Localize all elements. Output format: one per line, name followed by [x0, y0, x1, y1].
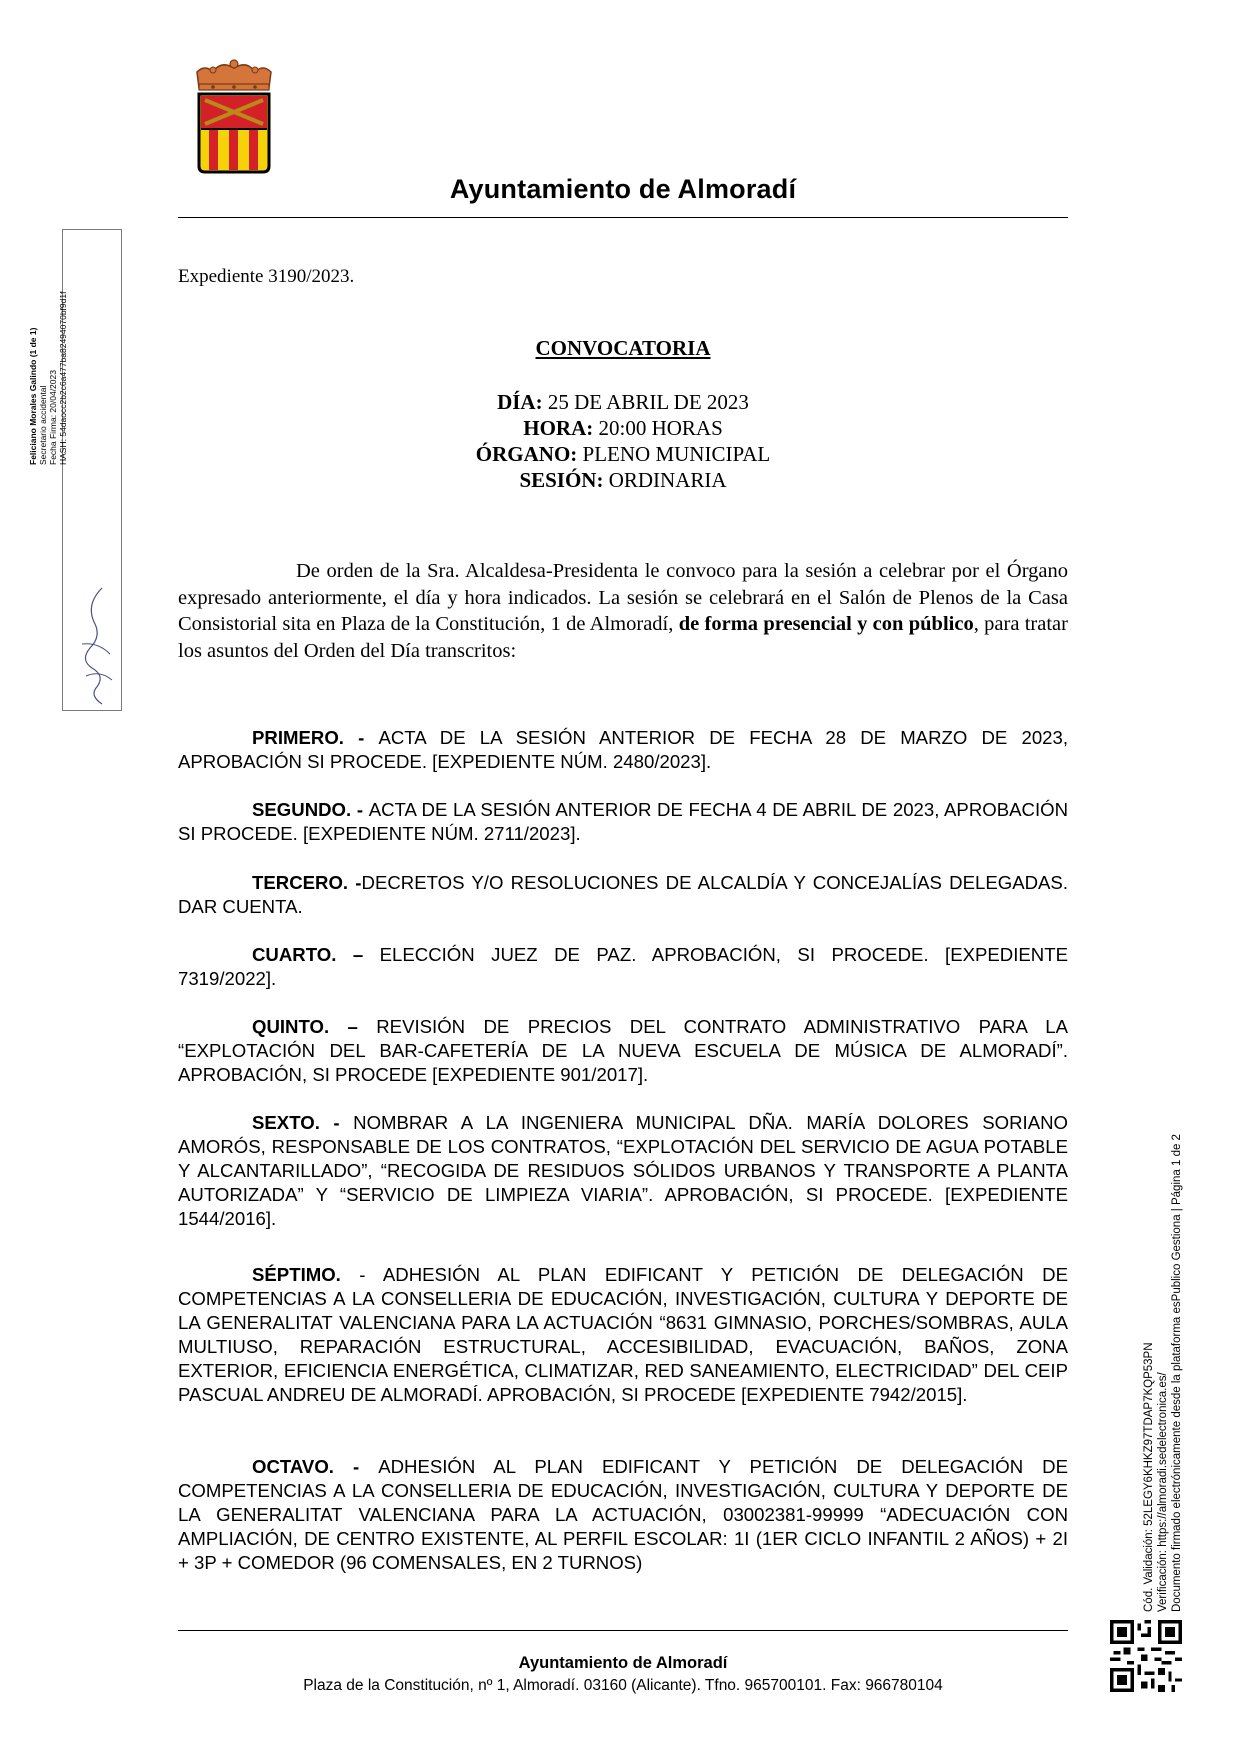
footer-title: Ayuntamiento de Almoradí [518, 1654, 728, 1672]
agenda-item-quinto [178, 1015, 1068, 1087]
agenda-heading: TERCERO. - [252, 872, 362, 893]
agenda-heading: PRIMERO. - [252, 727, 379, 748]
detail-hora [178, 415, 1068, 441]
verification-url: Verificación: https://almoradi.sedelectronica.es/ [1157, 1372, 1169, 1612]
agenda-text: REVISIÓN DE PRECIOS DEL CONTRATO ADMINISTRATIVO PARA LA “EXPLOTACIÓN DEL BAR-CAFETERÍA DE LA NUEVA ESCUELA DE MÚSICA DE ALMORADÍ”. APROBACIÓN, SI PROCEDE [EXPEDIENTE 901/2017]. [178, 1016, 1069, 1085]
platform-note: Documento firmado electrónicamente desde la plataforma esPublico Gestiona | Página 1 de 2 [1171, 1134, 1183, 1612]
agenda-item-septimo [178, 1263, 1068, 1407]
signature-details [28, 292, 68, 465]
sesion-label: SESIÓN: [519, 468, 604, 492]
session-details [178, 389, 1068, 493]
validation-code: Cód. Validación: 52LEGY6KHKZ97TDAP7KQP53PN [1143, 1342, 1155, 1612]
agenda-item-primero [178, 726, 1068, 774]
agenda-heading: SEXTO. - [252, 1112, 354, 1133]
signer-name: Feliciano Morales Galindo (1 de 1) [28, 327, 38, 465]
detail-dia [178, 389, 1068, 415]
agenda-heading: CUARTO. – [252, 944, 380, 965]
handwritten-signature [72, 584, 120, 708]
verification-block [1142, 1134, 1184, 1612]
agenda-text: ADHESIÓN AL PLAN EDIFICANT Y PETICIÓN DE DELEGACIÓN DE COMPETENCIAS A LA CONSELLERIA DE EDUCACIÓN, INVESTIGACIÓN, CULTURA Y DEPORTE DE LA GENERALITAT VALENCIANA PARA LA ACTUACIÓN, 03002381-99999 “ADECUACIÓN CON AMPLIACIÓN, DE CENTRO EXISTENTE, AL PERFIL ESCOLAR: 1I (1ER CICLO INFANTIL 2 AÑOS) + 2I + 3P + COMEDOR (96 COMENSALES, EN 2 TURNOS) [178, 1456, 1068, 1573]
agenda-heading: SÉPTIMO. [252, 1264, 341, 1285]
intro-bold: de forma presencial y con público [678, 613, 974, 635]
signature-date: Fecha Firma: 20/04/2023 [48, 370, 58, 465]
intro-paragraph [178, 558, 1068, 664]
hora-label: HORA: [523, 416, 594, 440]
header-divider [178, 217, 1068, 218]
signer-role: Secretario accidental [38, 385, 48, 465]
agenda-text: ACTA DE LA SESIÓN ANTERIOR DE FECHA 28 DE MARZO DE 2023, APROBACIÓN SI PROCEDE. [EXPEDIENTE NÚM. 2480/2023]. [178, 727, 1069, 772]
signature-hash: HASH: 54daocc2b2c6a477ba82494070bf9d1f [58, 291, 68, 465]
agenda-text: - ADHESIÓN AL PLAN EDIFICANT Y PETICIÓN DE DELEGACIÓN DE COMPETENCIAS A LA CONSELLERIA DE EDUCACIÓN, INVESTIGACIÓN, CULTURA Y DEPORTE DE LA GENERALITAT VALENCIANA PARA LA ACTUACIÓN “8631 GIMNASIO, PORCHES/SOMBRAS, AULA MULTIUSO, REPARACIÓN ESTRUCTURAL, ACCESIBILIDAD, EVACUACIÓN, BAÑOS, ZONA EXTERIOR, EFICIENCIA ENERGÉTICA, CLIMATIZAR, RED SANEAMIENTO, ELECTRICIDAD” DEL CEIP PASCUAL ANDREU DE ALMORADÍ. APROBACIÓN, SI PROCEDE [EXPEDIENTE 7942/2015]. [178, 1264, 1068, 1405]
agenda-text: ACTA DE LA SESIÓN ANTERIOR DE FECHA 4 DE ABRIL DE 2023, APROBACIÓN SI PROCEDE. [EXPEDIENTE NÚM. 2711/2023]. [178, 799, 1069, 844]
agenda-item-segundo [178, 798, 1068, 846]
dia-value: 25 DE ABRIL DE 2023 [542, 390, 749, 414]
agenda-text: NOMBRAR A LA INGENIERA MUNICIPAL DÑA. MARÍA DOLORES SORIANO AMORÓS, RESPONSABLE DE LOS CONTRATOS, “EXPLOTACIÓN DEL SERVICIO DE AGUA POTABLE Y ALCANTARILLADO”, “RECOGIDA DE RESIDUOS SÓLIDOS URBANOS Y TRANSPORTE A PLANTA AUTORIZADA” Y “SERVICIO DE LIMPIEZA VIARIA”. APROBACIÓN, SI PROCEDE. [EXPEDIENTE 1544/2016]. [178, 1112, 1068, 1229]
agenda-heading: QUINTO. – [252, 1016, 377, 1037]
agenda-text: ELECCIÓN JUEZ DE PAZ. APROBACIÓN, SI PROCEDE. [EXPEDIENTE 7319/2022]. [178, 944, 1068, 989]
agenda-heading: OCTAVO. - [252, 1456, 379, 1477]
organo-value: PLENO MUNICIPAL [577, 442, 771, 466]
agenda-item-sexto [178, 1111, 1068, 1231]
detail-sesion [178, 467, 1068, 493]
detail-organo [178, 441, 1068, 467]
agenda-item-tercero [178, 871, 1068, 919]
dia-label: DÍA: [497, 390, 543, 414]
intro-text-2: , para tratar los asuntos del Orden del Día transcritos: [178, 613, 1068, 662]
agenda-text: DECRETOS Y/O RESOLUCIONES DE ALCALDÍA Y CONCEJALÍAS DELEGADAS. DAR CUENTA. [178, 872, 1068, 917]
qr-code-icon [1110, 1620, 1182, 1692]
agenda-item-octavo [178, 1455, 1068, 1575]
sesion-value: ORDINARIA [603, 468, 727, 492]
expediente-number: Expediente 3190/2023. [178, 266, 355, 287]
hora-value: 20:00 HORAS [593, 416, 723, 440]
coat-of-arms-logo [193, 58, 275, 174]
organo-label: ÓRGANO: [475, 442, 578, 466]
agenda-heading: SEGUNDO. - [252, 799, 369, 820]
intro-text-1: De orden de la Sra. Alcaldesa-Presidenta le convoco para la sesión a celebrar por el Órgano expresado anteriormente, el día y hora indicados. La sesión se celebrará en el Salón de Plenos de la Casa Consistorial sita en Plaza de la Constitución, 1 de Almoradí, [178, 560, 1068, 635]
footer-divider [178, 1630, 1068, 1631]
footer-address: Plaza de la Constitución, nº 1, Almoradí. 03160 (Alicante). Tfno. 965700101. Fax: 966780104 [303, 1677, 943, 1694]
convocatoria-title: CONVOCATORIA [535, 336, 711, 360]
agenda-item-cuarto [178, 943, 1068, 991]
page-title: Ayuntamiento de Almoradí [449, 174, 797, 204]
